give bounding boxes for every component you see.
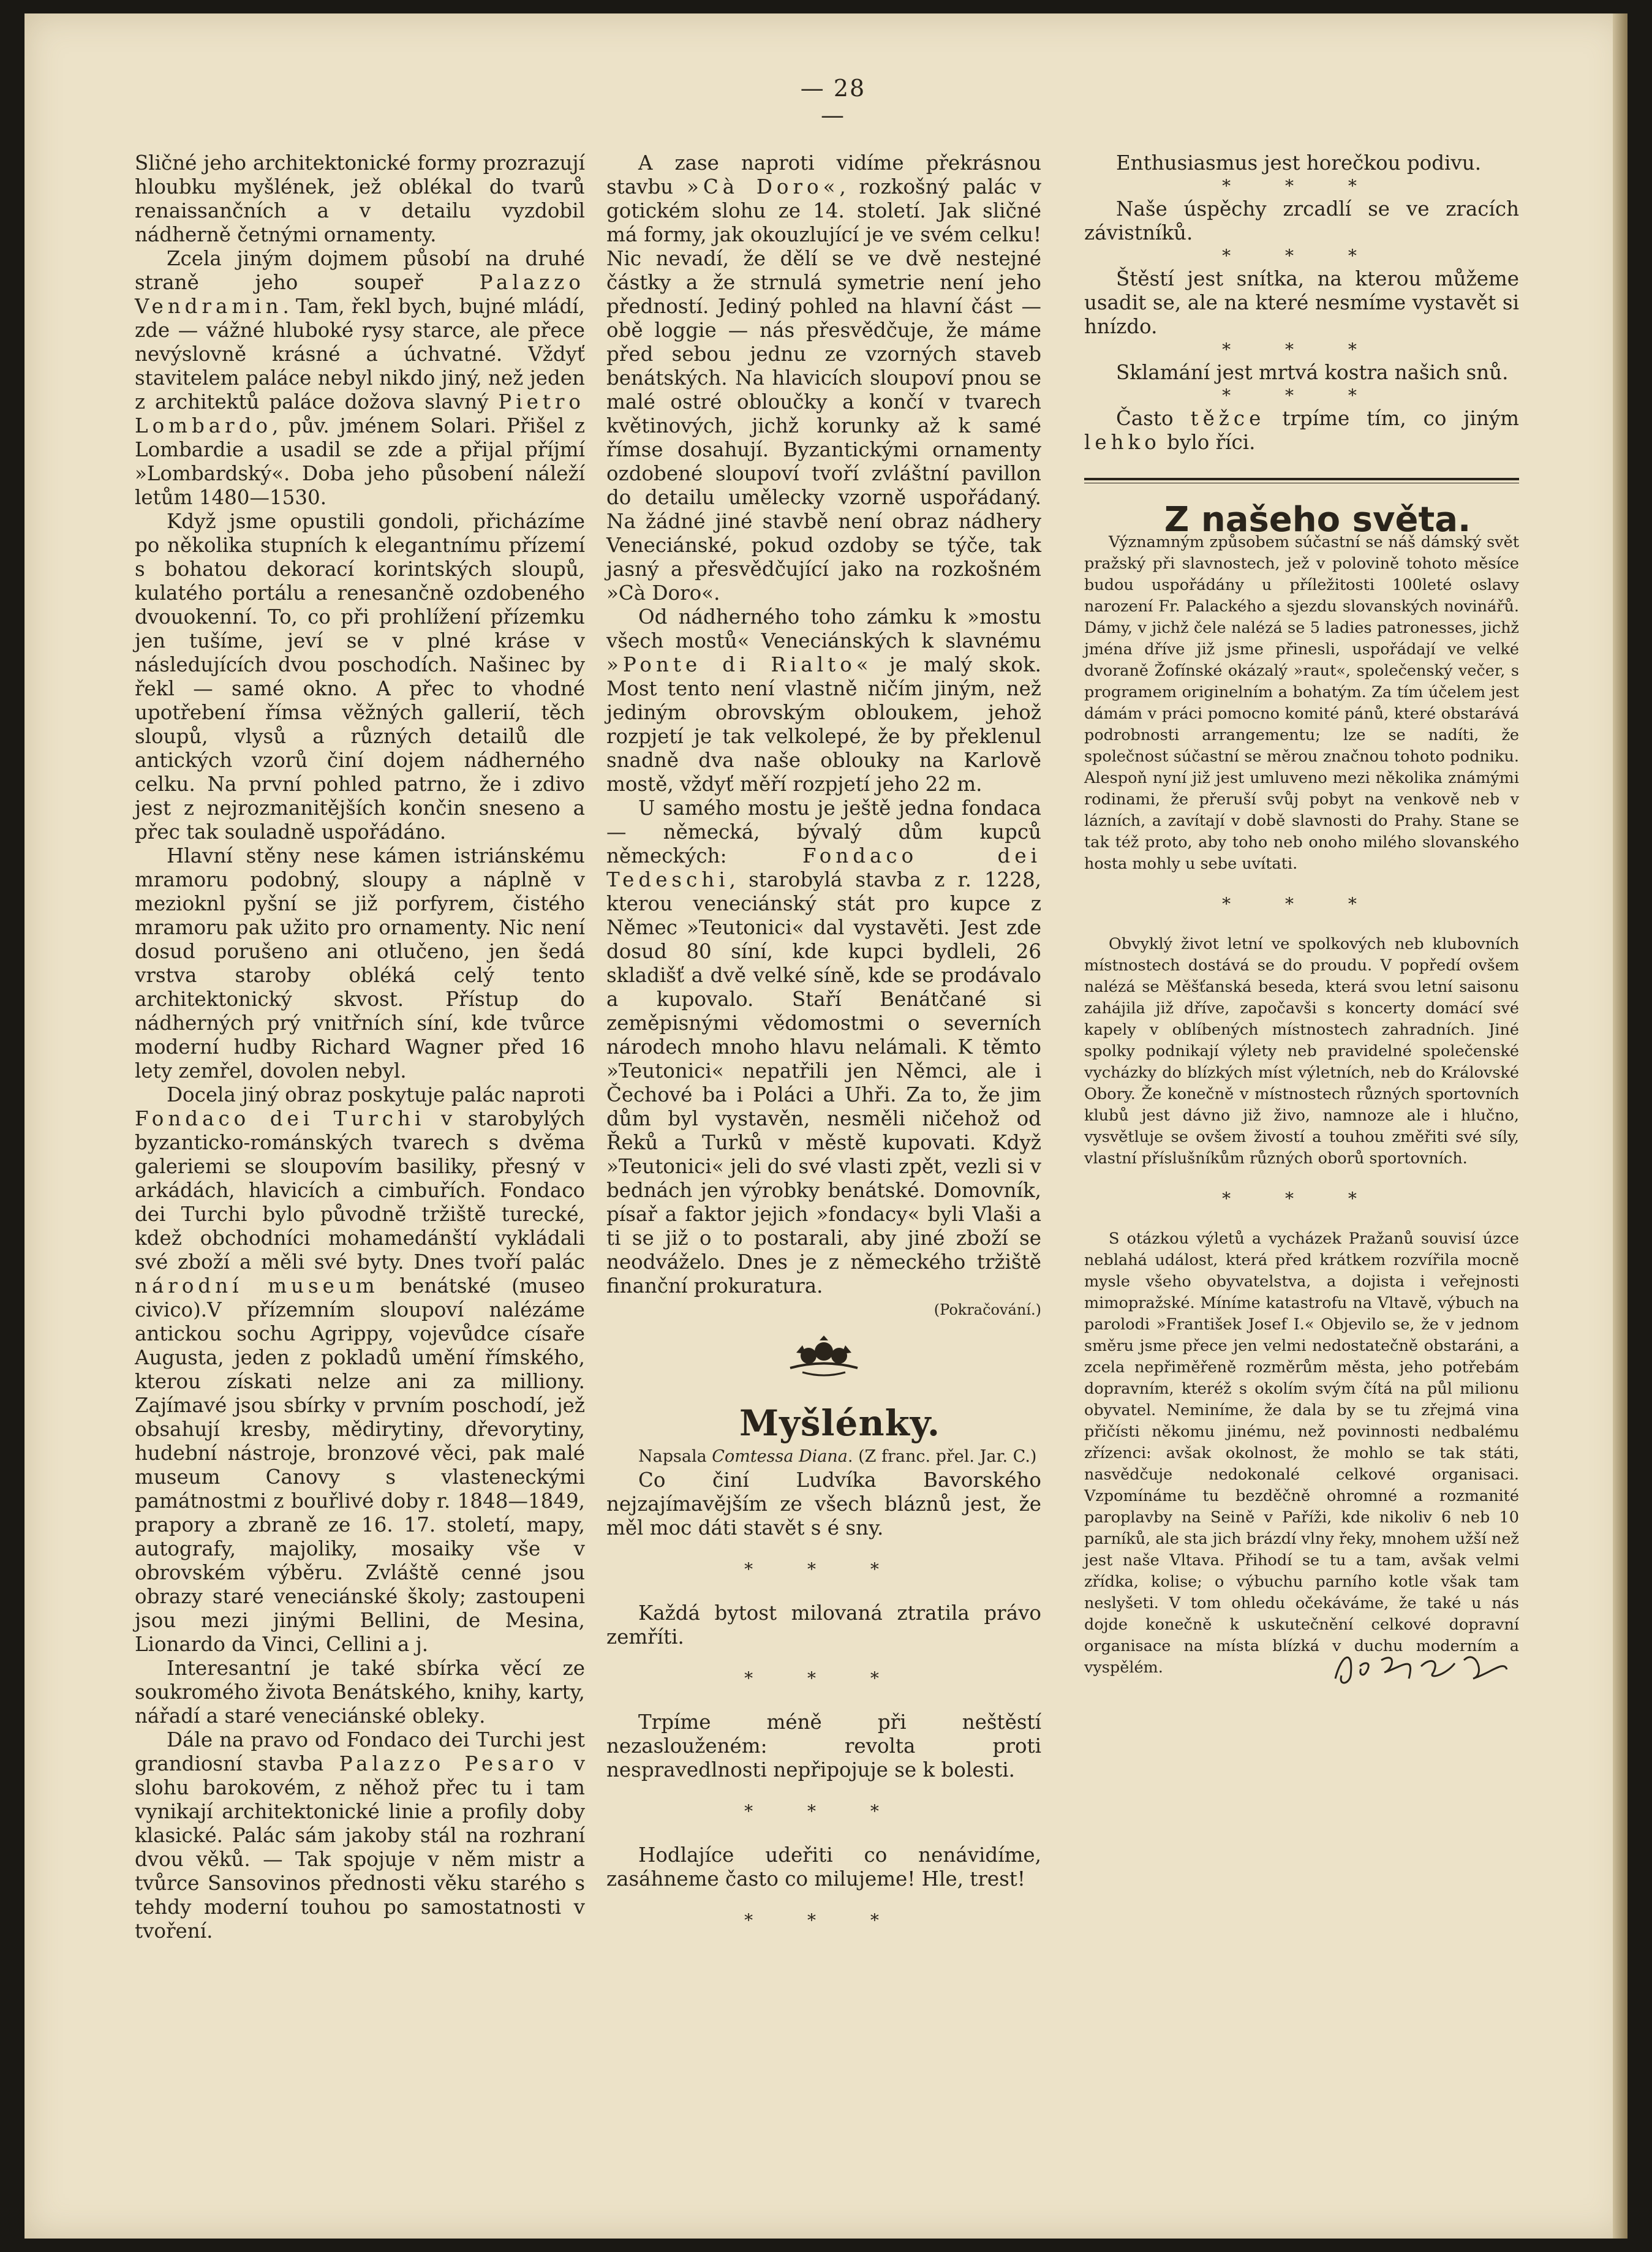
aphorism: Trpíme méně při neštěstí nezaslouženém: revolta proti nespravedlnosti nepřipojuje se k bolesti. bbox=[606, 1710, 1041, 1782]
aphorism: Co činí Ludvíka Bavorského nejzajímavějším ze všech bláznů jest, že měl moc dáti stavět s é sny. bbox=[606, 1468, 1041, 1540]
byline: Napsala Comtessa Diana. (Z franc. přel. Jar. C.) bbox=[638, 1447, 1037, 1466]
news-paragraph: Obvyklý život letní ve spolkových neb klubovních místnostech dostává se do proudu. V popředí ovšem nalézá se Měšťanská beseda, která svou letní saisonu zahájila již dříve, započavši s koncerty domácí své kapely v oblíbených místnostech zahradních. Jiné spolky podnikají výlety neb pravidelné společenské vycházky do blízkých míst výletních, neb do Královské Obory. Že konečně v místnostech různých sportovních klubů jest dávno již živo, namnoze ale i hlučno, vysvětluje se ovšem živostí a touhou změřiti své síly, vlastní příslušníkům různých oborů sportovních. bbox=[1084, 935, 1519, 1168]
column-1 bbox=[135, 151, 585, 1943]
star-separator: * * * bbox=[1222, 176, 1381, 196]
paragraph: Zcela jiným dojmem působí na druhé straně jeho soupeř Palazzo Vendramin. Tam, řekl bych, bujné mládí, zde — vážné hluboké rysy starce, ale přece nevýslovně krásné a úchvatné. Vždyť stavitelem paláce nebyl nikdo jiný, než jeden z architektů paláce dožova slavný Pietro Lombardo, pův. jménem Solari. Přišel z Lombardie a usadil se zde a přijal příjmí »Lombardský«. Doba jeho působení náleží letům 1480—1530. bbox=[135, 247, 585, 509]
author-name: Comtessa Diana bbox=[712, 1447, 848, 1466]
star-separator: * * * bbox=[744, 1668, 903, 1688]
aphorism: Enthusiasmus jest horečkou podivu. bbox=[1116, 151, 1482, 175]
star-separator: * * * bbox=[744, 1559, 903, 1579]
paragraph: Docela jiný obraz poskytuje palác naproti Fondaco dei Turchi v starobylých byzanticko-románských tvarech s dvěma galeriemi se sloupovím basiliky, přesný v arkádách, hlavicích a cimbuřích. Fondaco dei Turchi bylo původně tržiště turecké, kdež obchodníci mohamedánští vykládali své zboží a měli své byty. Dnes tvoří palác národní museum benátské (museo civico).V přízemním sloupoví nalézáme antickou sochu Agrippy, vojevůdce císaře Augusta, jeden z pokladů umění římského, kterou získati nelze ani za milliony. Zajímavé jsou sbírky v prvním poschodí, jež obsahují kresby, mědirytiny, dřevorytiny, hudební nástroje, bronzové věci, pak malé museum Canovy s vlasteneckými památnostmi z bouřlivé doby r. 1848—1849, prapory a zbraně ze 16. 17. století, mapy, autografy, majoliky, mosaiky vše v obrovském výběru. Zvláště cenné jsou obrazy staré veneciánské školy; zastoupeni jsou mezi jinými Bellini, de Mesina, Lionardo da Vinci, Cellini a j. bbox=[135, 1083, 585, 1656]
aphorism: Štěstí jest snítka, na kterou můžeme usadit se, ale na které nesmíme vystavět si hnízdo. bbox=[1084, 267, 1519, 338]
paragraph: Od nádherného toho zámku k »mostu všech mostů« Veneciánských k slavnému »Ponte di Rialto« je malý skok. Most tento není vlastně ničím jiným, než jediným obrovským obloukem, jehož rozpjetí je tak velkolepé, že by překlenul snadně dva naše oblouky na Karlově mostě, vždyť měří rozpjetí jeho 22 m. bbox=[606, 605, 1041, 796]
aphorism: Často těžce trpíme tím, co jiným lehko bylo říci. bbox=[1084, 407, 1519, 454]
paragraph: Sličné jeho architektonické formy prozrazují hloubku myšlének, jež oblékal do tvarů renaissančních a v detailu vyzdobil nádherně četnými ornamenty. bbox=[135, 151, 585, 246]
page-number: — 28 — bbox=[800, 75, 866, 129]
news-paragraph: Významným způsobem súčastní se náš dámský svět pražský při slavnostech, jež v polovině tohoto měsíce budou uspořádány u příležitosti 100leté oslavy narození Fr. Palackého a sjezdu slovanských novinářů. Dámy, v jichž čele nalézá se 5 ladies patronesses, jichž jména dříve již jsme přinesli, uspořádají ve velké dvoraně Žofínské okázalý »raut«, společenský večer, s programem originelním a bohatým. Za tím účelem jest dámám v práci pomocno komité pánů, které obstarává podrobnosti arrangementu; lze se nadíti, že společnost súčastní se měrou značnou tohoto podniku. Alespoň nyní již jest umluveno mezi několika známými rodinami, že přeruší svůj pobyt na venkově neb v lázních, a zavítají v době slavnosti do Prahy. Stane se tak též proto, aby toho neb onoho milého slovanského hosta mohly u sebe uvítati. bbox=[1084, 533, 1519, 873]
aphorism: Naše úspěchy zrcadlí se ve zracích závistníků. bbox=[1084, 197, 1519, 244]
column-2 bbox=[606, 151, 1041, 1952]
continued-note: (Pokračování.) bbox=[933, 1301, 1041, 1318]
section-title-myslenky: Myšlénky. bbox=[739, 1402, 941, 1444]
page-spine bbox=[1613, 13, 1627, 2239]
star-separator: * * * bbox=[744, 1801, 903, 1821]
spaced-name: národní museum bbox=[135, 1274, 379, 1298]
spaced-name: Palazzo Vendramin bbox=[135, 271, 585, 318]
spaced-name: Pietro Lombardo bbox=[135, 390, 585, 437]
spaced-name: Fondaco dei Tedeschi bbox=[606, 844, 1041, 891]
spaced-name: Fondaco dei Turchi bbox=[135, 1107, 426, 1130]
aphorism: Každá bytost milovaná ztratila právo zemříti. bbox=[606, 1601, 1041, 1649]
star-separator: * * * bbox=[1222, 339, 1381, 360]
section-rule bbox=[1084, 478, 1519, 483]
star-separator: * * * bbox=[1222, 246, 1381, 266]
paragraph: Interesantní je také sbírka věcí ze soukromého života Benátského, knihy, karty, nářadí a staré veneciánské oblekу. bbox=[135, 1657, 585, 1728]
spaced-name: Palazzo Pesaro bbox=[339, 1752, 559, 1775]
paragraph: Hlavní stěny nese kámen istriánskému mramoru podobný, sloupy a náplně v mezioknl pyšní se již porfyrem, čistého mramoru pak užito pro ornamenty. Nic není dosud porušeno ani otlučeno, jen šedá vrstva staroby obléká celý tento architektonický skvost. Přístup do nádherných prý vnitřních síní, kde tvůrce moderní hudby Richard Wagner před 16 lety zemřel, dovolen nebyl. bbox=[135, 844, 585, 1083]
spaced-name: »Cà Doro« bbox=[686, 175, 840, 198]
newspaper-page bbox=[25, 13, 1627, 2239]
paragraph: A zase naproti vidíme překrásnou stavbu »Cà Doro«, rozkošný palác v gotickém slohu ze 14. století. Jak sličné má formy, jak okouzlující je ve svém celku! Nic nevadí, že dělí se ve dvě nestejné částky a že strnulá symetrie není jeho předností. Jediný pohled na hlavní část — obě loggie — nás přesvědčuje, že máme před sebou jednu ze vzorných staveb benátských. Na hlavicích sloupoví pnou se malé ostré obloučky a končí v tvarech květinových, jichž korunky až k samé římse dosahují. Byzantickými ornamenty ozdobené sloupoví tvoří zvláštní pavillon do detailu umělecky vzorně uspořádaný. Na žádné jiné stavbě není obraz nádhery Veneciánské, pokud ozdoby se týče, tak jasný a přesvědčující jako na rozkošném »Cà Doro«. bbox=[606, 151, 1041, 605]
star-separator: * * * bbox=[744, 1910, 903, 1930]
paragraph: U samého mostu je ještě jedna fondaca — německá, bývalý dům kupců německých: Fondaco dei Tedeschi, starobylá stavba z r. 1228, kterou veneciánský stát pro kupce z Němec »Teutonici« dal vystavěti. Jest zde dosud 80 síní, kde kupci bydleli, 26 skladišť a dvě velké síně, kde se prodávalo a kupovalo. Staří Benátčané si zeměpisnými vědomostmi o severních národech mnoho hlavu nelámali. K těmto »Teutonici« nepatřili jen Němci, ale i Čechové ba i Poláci a Uhři. Za to, že jim dům byl vystavěn, nesměli ničehož od Řeků a Turků v městě kupovati. Když »Teutonici« jeli do své vlasti zpět, vezli si v bednách jen výrobky benátské. Domovník, písař a faktor jejich »fondacy« byli Vlaši a ti se již o to postarali, aby jiné zboží se neodváželo. Dnes je z německého tržiště finanční prokuratura. bbox=[606, 796, 1041, 1298]
paragraph: Když jsme opustili gondoli, přicházíme po několika stupních k elegantnímu přízemí s bohatou dekorací korintských sloupů, kulatého portálu a renesančně ozdobeného dvouokenní. To, co při prohlížení přízemku jen tušíme, jeví se v plné kráse v následujících dvou poschodích. Našinec by řekl — samé okno. A přec to vhodné upotřebení římsa věžných gallerií, těch sloupů, vlysů a různých detailů dle antických vzorů činí dojem nádherného celku. Na první pohled patrno, že i zdivo jest z nejrozmanitějších končin sneseno a přec tak souladně uspořádáno. bbox=[135, 510, 585, 844]
ornament-vignette bbox=[784, 1334, 864, 1377]
star-separator: * * * bbox=[1222, 1188, 1381, 1209]
aphorism: Hodlajíce udeřiti co nenávidíme, zasáhneme často co milujeme! Hle, trest! bbox=[606, 1843, 1041, 1891]
column-3 bbox=[1084, 151, 1519, 1691]
spaced-name: »Ponte di Rialto« bbox=[606, 653, 873, 676]
aphorism: Sklamání jest mrtvá kostra našich snů. bbox=[1116, 361, 1509, 384]
section-title-z-naseho-sveta: Z našeho světa. bbox=[1164, 500, 1471, 540]
star-separator: * * * bbox=[1222, 894, 1381, 914]
star-separator: * * * bbox=[1222, 385, 1381, 406]
paragraph: Dále na pravo od Fondaco dei Turchi jest grandiosní stavba Palazzo Pesaro v slohu barokovém, z něhož přec tu i tam vynikají architektonické linie a profily doby klasické. Palác sám jakoby stál na rozhraní dvou věků. — Tak spojuje v něm mistr a tvůrce Sansovinos přednosti věku starého s tehdy moderní touhou po samostatnosti v tvoření. bbox=[135, 1728, 585, 1943]
news-section bbox=[1084, 532, 1519, 1679]
news-paragraph: S otázkou výletů a vycházek Pražanů souvisí úzce neblahá událost, která před krátkem rozvířila mocně mysle všeho obyvatelstva, a dojista i veřejnosti mimopražské. Míníme katastrofu na Vltavě, výbuch na parolodi »František Josef I.« Objevilo se, že v jednom směru jsme přece jen velmi nedostatečně obstaráni, a zcela nepřiměřeně rozměrům města, jeho potřebám dopravním, kteréž s okolím svým čítá na půl milionu obyvatel. Neminíme, že dala by se tu zřejmá vina přičísti někomu jinému, než povinnosti nedbalému zřízenci: avšak okolnost, že mohlo se tak státi, nasvědčuje nedokonalé celkové organisaci. Vzpomínáme tu bezděčně ohromné a rozmanité paroplavby na Seině v Paříži, kde nikoliv 6 neb 10 parníků, ale sta jich brázdí vlny řeky, mnohem užší než jest naše Vltava. Přihodí se tu a tam, avšak velmi zřídka, kolise; o výbuchu parního kotle však tam neslyšeti. V tom ohledu očekáváme, že také u nás dojde konečně k uskutečnění celkové dopravní organisace na místa blízká v duchu moderním a vyspělém. bbox=[1084, 1230, 1519, 1677]
